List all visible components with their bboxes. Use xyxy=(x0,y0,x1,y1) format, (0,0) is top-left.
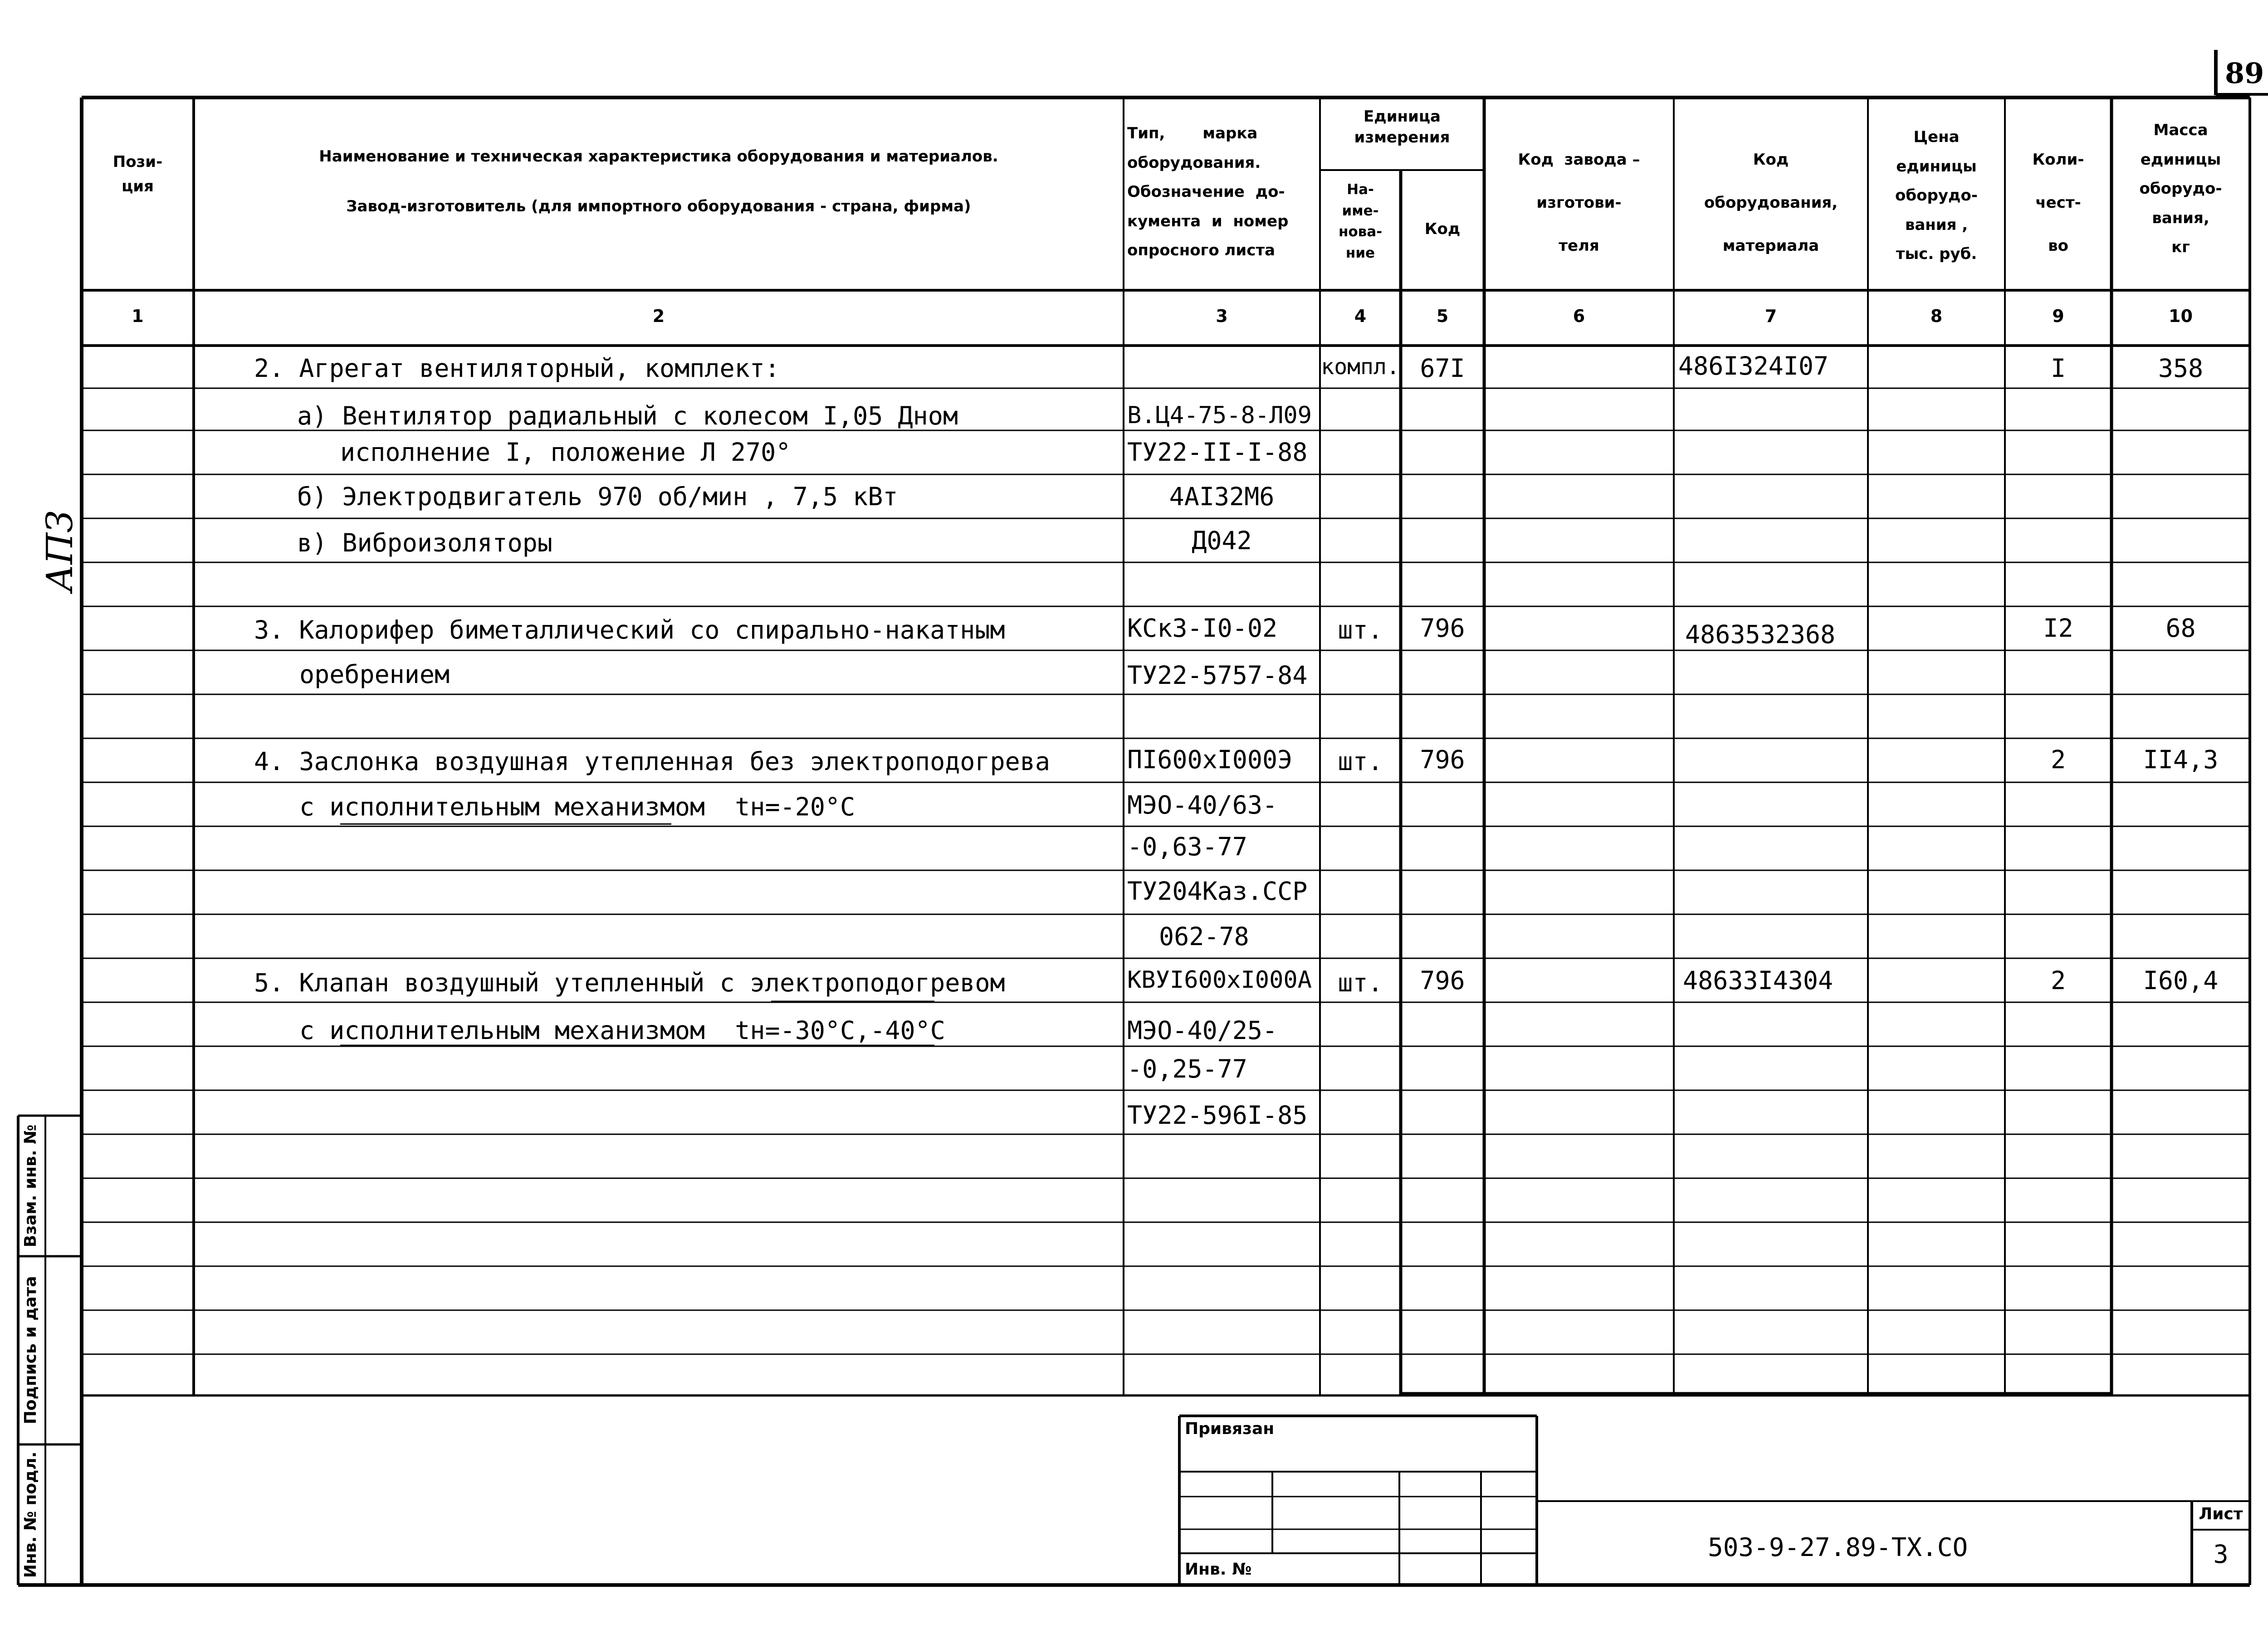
row-name: исполнение I, положение Л 270° xyxy=(340,438,791,467)
stamp-signature-date: Подпись и дата xyxy=(21,1276,40,1424)
row-type: ТУ22-5757-84 xyxy=(1127,661,1308,690)
row-unit: шт. xyxy=(1338,968,1383,997)
column-number: 10 xyxy=(2169,306,2193,326)
header-mfr-code: Код завода – изготови- теля xyxy=(1518,151,1640,255)
row-mass: II4,3 xyxy=(2143,745,2219,774)
row-name: в) Виброизоляторы xyxy=(297,528,552,557)
row-name: 5. Клапан воздушный утепленный с электроподогревом xyxy=(254,968,1005,997)
sheet-number: 3 xyxy=(2213,1540,2229,1569)
row-type: МЭО-40/63- xyxy=(1127,790,1278,819)
row-equip-code: 486I324I07 xyxy=(1678,351,1829,380)
column-number: 8 xyxy=(1930,306,1943,326)
header-unit-code: Код xyxy=(1424,220,1461,238)
row-type: КВУI600хI000А xyxy=(1127,966,1312,994)
row-type: В.Ц4-75-8-Л09 xyxy=(1127,402,1312,429)
row-mass: I60,4 xyxy=(2143,966,2219,995)
row-type: ПI600хI000Э xyxy=(1127,745,1293,774)
row-name: 2. Агрегат вентиляторный, комплект: xyxy=(254,354,780,383)
row-name: 4. Заслонка воздушная утепленная без электроподогрева xyxy=(254,747,1050,776)
row-qty: I xyxy=(2050,354,2066,383)
row-type: 062-78 xyxy=(1159,922,1249,951)
column-number: 4 xyxy=(1354,306,1367,326)
header-unit-name: На- име- нова- ние xyxy=(1338,181,1383,261)
column-number: 3 xyxy=(1216,306,1228,326)
row-type: 4АI32М6 xyxy=(1169,482,1275,511)
column-number: 6 xyxy=(1573,306,1585,326)
row-qty: I2 xyxy=(2043,614,2073,643)
row-type: -0,63-77 xyxy=(1127,832,1247,861)
stamp-replace-inv: Взам. инв. № xyxy=(21,1124,40,1248)
header-mass: Масса единицы оборудо- вания, кг xyxy=(2139,121,2222,257)
row-name: с исполнительным механизмом tн=-30°С,-40°С xyxy=(299,1016,945,1045)
header-name-line2: Завод-изготовитель (для импортного оборудования - страна, фирма) xyxy=(346,197,971,215)
row-code: 796 xyxy=(1420,745,1465,774)
column-number: 7 xyxy=(1765,306,1777,326)
row-code: 796 xyxy=(1420,966,1465,995)
sheet-label: Лист xyxy=(2199,1505,2243,1523)
row-name: б) Электродвигатель 970 об/мин , 7,5 кВт xyxy=(297,482,898,511)
row-name: оребрением xyxy=(299,660,450,689)
header-name-line1: Наименование и техническая характеристика оборудования и материалов. xyxy=(319,147,998,166)
row-unit: компл. xyxy=(1321,354,1400,380)
row-code: 67I xyxy=(1420,354,1465,383)
column-number: 2 xyxy=(652,306,665,326)
header-equip-code: Код оборудования, материала xyxy=(1704,151,1838,255)
row-name: 3. Калорифер биметаллический со спирально-накатным xyxy=(254,615,1005,644)
row-qty: 2 xyxy=(2050,745,2066,774)
row-type: ТУ204Каз.ССР xyxy=(1127,877,1308,906)
header-position: Пози- ция xyxy=(112,153,163,196)
column-number: 9 xyxy=(2052,306,2064,326)
document-code: 503-9-27.89-ТХ.СО xyxy=(1708,1533,1968,1562)
column-number: 1 xyxy=(132,306,144,326)
row-type: ТУ22-596I-85 xyxy=(1127,1101,1308,1130)
row-type: МЭО-40/25- xyxy=(1127,1016,1278,1045)
row-type: -0,25-77 xyxy=(1127,1054,1247,1083)
row-code: 796 xyxy=(1420,614,1465,643)
row-name: а) Вентилятор радиальный с колесом I,05 Дном xyxy=(297,401,958,430)
row-unit: шт. xyxy=(1338,747,1383,776)
row-equip-code: 48633I4304 xyxy=(1683,966,1833,995)
stamp-inv: Инв. № xyxy=(1185,1560,1252,1579)
header-unit: Единица измерения xyxy=(1354,107,1450,146)
row-equip-code: 4863532368 xyxy=(1685,620,1836,649)
row-type: Д042 xyxy=(1192,526,1252,555)
row-type: КСк3-I0-02 xyxy=(1127,614,1278,643)
row-mass: 68 xyxy=(2165,614,2196,643)
stamp-privyazan: Привязан xyxy=(1185,1419,1275,1438)
row-name: с исполнительным механизмом tн=-20°С xyxy=(299,792,855,821)
row-type: ТУ22-II-I-88 xyxy=(1127,438,1308,467)
header-price: Цена единицы оборудо- вания , тыс. руб. xyxy=(1895,128,1978,263)
header-type: Тип, марка оборудования. Обозначение до- кумента и номер опросного листа xyxy=(1127,124,1289,260)
header-qty: Коли- чест- во xyxy=(2032,151,2084,255)
row-qty: 2 xyxy=(2050,966,2066,995)
row-mass: 358 xyxy=(2158,354,2204,383)
stamp-inv-original: Инв. № подл. xyxy=(21,1451,40,1578)
column-number: 5 xyxy=(1436,306,1449,326)
page-number: 89 xyxy=(2225,57,2264,90)
row-unit: шт. xyxy=(1338,615,1383,644)
margin-note: АПЗ xyxy=(39,510,81,592)
